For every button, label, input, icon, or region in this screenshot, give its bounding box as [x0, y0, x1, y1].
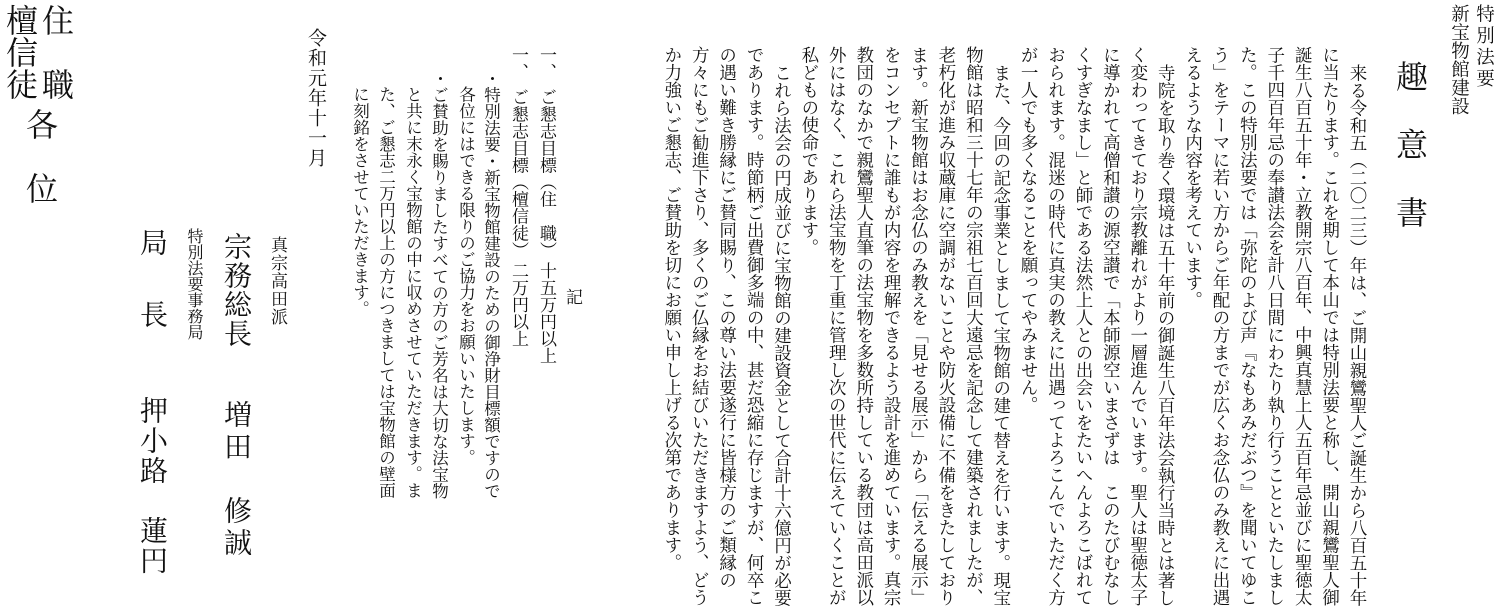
note-1a: ・特別法要・新宝物館建設のための御浄財目標額ですので	[481, 70, 501, 499]
office-name: 特別法要事務局	[185, 228, 204, 340]
goal-2-label: 一、 ご懇志目標（檀信徒）	[508, 46, 528, 259]
sect-name: 真宗高田派	[267, 236, 287, 326]
note-2d: に刻銘をさせていただきます。	[350, 86, 370, 317]
note-2c: た、ご懇志二万円以上の方につきましては宝物館の壁面	[376, 86, 396, 499]
ki-marker: 記	[562, 288, 582, 305]
paragraph-4: これら法会の円成並びに宝物館の建設資金として合計十六億円が必要であります。時節柄ご出費御多端の中、甚だ恐縮に存じますが、何卒この遇い難き勝縁にご賛同賜り、この尊い法要遂行に皆様方のご類縁の方々にもご勧進下さり、多くのご仏縁をお結びいただきますよう、どうか力強いご懇志、ご賛助を切にお願い申し上げる次第であります。	[661, 46, 792, 606]
goal-1-label: 一、 ご懇志目標（住 職）	[536, 46, 556, 259]
body-text	[615, 46, 1370, 606]
note-2b: と共に末永く宝物館の中に収めさせていただきます。ま	[403, 86, 423, 499]
paragraph-2: 寺院を取り巻く環境は五十年前の御誕生八百年法会執行当時とは著しく変わってきており宗教離れがより一層進んでいます。聖人は聖徳太子に導かれて高僧和讃の源空讃で「本師源空いまさずは このたびむなしくすぎなまし」と師である法然上人との出会いをたいへんよろこばれておられます。混迷の時代に真実の教えに出遇ってよろこんでいただく方が一人でも多くなることを願ってやみません。	[1018, 46, 1176, 606]
signer-1-name: 増田 修誠	[220, 400, 253, 560]
issue-date: 令和元年十一月	[305, 28, 327, 168]
goal-1-amount: 十五万円以上	[536, 262, 556, 364]
goal-2-amount: 二万円以上	[508, 262, 528, 347]
note-2a: ・ご賛助を賜りましたすべての方のご芳名は大切な法宝物	[429, 70, 449, 499]
paragraph-3: また、今回の記念事業としまして宝物館の建て替えを行います。現宝物館は昭和三十七年の宗祖七百回大遠忌を記念して建築されましたが、老朽化が進み収蔵庫に空調がないことや防火設備に不備をきたしております。新宝物館はお念仏のみ教えを「見せる展示」から「伝える展示」をコンセプトに誰もが内容を理解できるよう設計を進めています。真宗教団のなかで親鸞聖人直筆の法宝物を多数所持している教団は高田派以外にはなく、これら法宝物を丁重に管理し次の世代に伝えていくことが私どもの使命であります。	[798, 46, 1011, 606]
signer-2-role: 局 長	[136, 228, 169, 336]
header-line-1: 特別法要	[1473, 4, 1495, 90]
paragraph-1: 来る令和五（二〇二三）年は、ご開山親鸞聖人ご誕生から八百五十年に当たります。これを期して本山では特別法要と称し、開山親鸞聖人御誕生八百五十年・立教開宗八百年、中興真慧上人五百年忌並びに聖徳太子千四百年忌の奉讃法会を計八日間にわたり執り行うことといたしました。この特別法要では「弥陀のよび声『なもあみだぶつ』を聞いてゆこう」をテーマに若い方からご年配の方までが広くお念仏のみ教えに出遇えるような内容を考えています。	[1182, 46, 1367, 606]
addressee-line-1: 住 職	[37, 4, 75, 100]
note-1b: 各位にはできる限りのご協力をお願いいたします。	[456, 86, 476, 466]
addressee-line-2: 檀信徒	[1, 4, 39, 100]
addressee-line-3: 各 位	[21, 108, 59, 204]
signer-1-role: 宗務総長	[220, 232, 253, 348]
header-line-2: 新宝物館建設	[1448, 4, 1470, 115]
signer-2-name: 押小路 蓮円	[136, 396, 169, 576]
document-title: 趣 意 書	[1391, 60, 1429, 230]
